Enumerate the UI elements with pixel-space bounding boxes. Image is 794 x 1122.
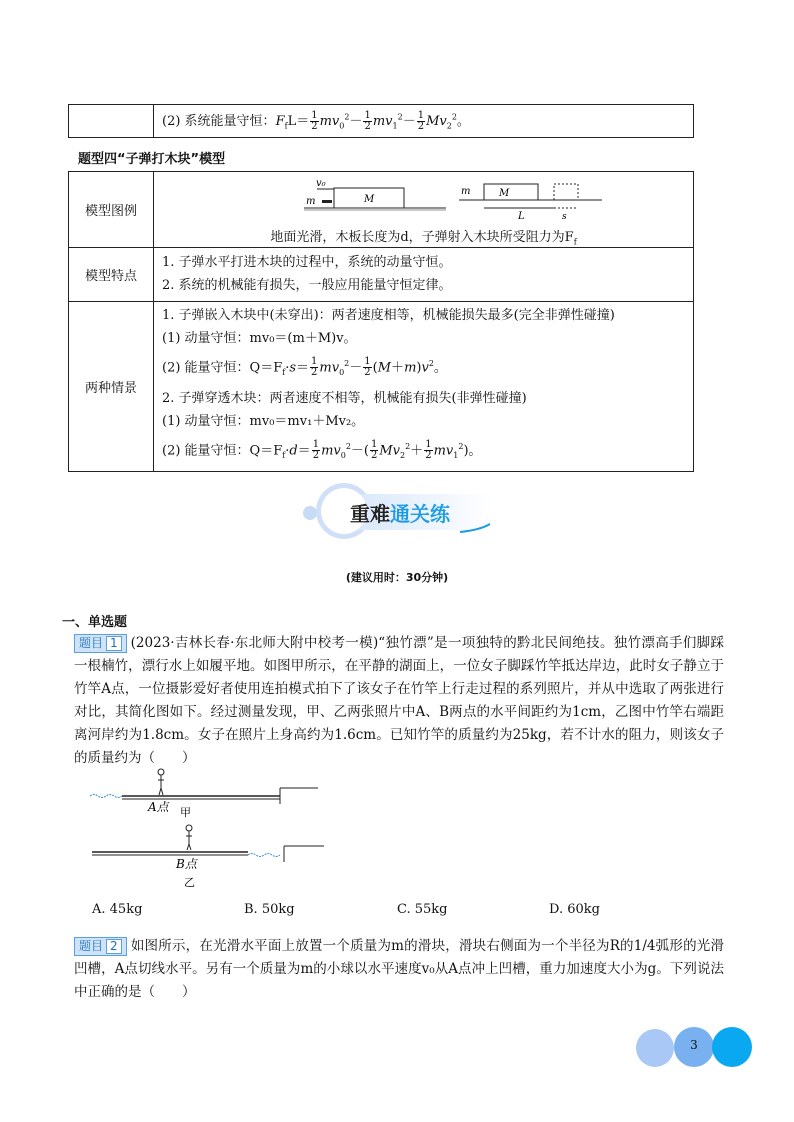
label-point-a: A点: [148, 800, 169, 814]
formula-op: －: [402, 114, 416, 129]
formula-term: mv: [319, 114, 340, 129]
case-line-energy-2: (2) 能量守恒：$Q=F_f\cdot d=$ $\frac{1}{2}$ $mv_0^2-$( $\frac{1}{2}$ $Mv_2^2+$ $\frac{1}{2}$ $mv_1^2$)。: [162, 438, 482, 461]
fraction-half: $\frac{1}{2}$: [417, 110, 425, 132]
option-b[interactable]: B. 50kg: [244, 902, 295, 917]
label-figure-yi: 乙: [184, 876, 195, 889]
formula-term: Mv: [426, 114, 447, 129]
bullet-block-diagram: [154, 174, 692, 224]
top-row-content: (2) 系统能量守恒：$F_fL=$ $\frac{1}{2}$ $mv_0^2-$ $\frac{1}{2}$ $mv_1^2-$ $\frac{1}{2}$ $Mv_2^2$。: [154, 105, 694, 138]
option-c[interactable]: C. 55kg: [397, 902, 448, 917]
top-row-label-cell: [69, 105, 154, 138]
question-tag: 题目 2: [74, 937, 127, 956]
row-label: 模型图例: [69, 172, 154, 248]
fraction-half: $\frac{1}{2}$: [311, 110, 318, 132]
label-figure-jia: 甲: [180, 806, 191, 819]
label-point-b: B点: [176, 857, 197, 871]
banner-title-blue: 通关练: [390, 502, 450, 526]
suggested-time: (建议用时：30分钟): [345, 571, 449, 584]
row-label: 模型特点: [69, 247, 154, 301]
feature-line: 2. 系统的机械能有损失，一般应用能量守恒定律。: [162, 278, 452, 294]
formula-sub: f: [284, 121, 288, 131]
option-a[interactable]: A. 45kg: [92, 902, 143, 917]
formula-term: mv: [372, 114, 393, 129]
label-v0: v₀: [316, 178, 326, 189]
banner-title: [350, 498, 450, 527]
case-line: (1) 动量守恒：mv₀＝mv₁＋Mv₂。: [162, 413, 365, 429]
label-s: s: [562, 212, 567, 222]
formula-mid: L＝: [287, 114, 310, 129]
two-cases-cell: [154, 301, 694, 472]
formula-lhs: F: [275, 114, 285, 129]
question-1: [74, 632, 724, 770]
label-L: L: [518, 211, 525, 222]
formula-end: 。: [456, 114, 470, 129]
model-diagram-cell: m v₀ M m M L s 地面光滑，木板长度为d，子弹射入木块所受阻力为$F_f$: [154, 172, 694, 248]
case-line: 1. 子弹嵌入木块中(未穿出)：两者速度相等，机械能损失最多(完全非弹性碰撞): [162, 307, 615, 323]
question-2: [74, 935, 724, 1004]
model-features-cell: [154, 247, 694, 301]
feature-line: 1. 子弹水平打进木块的过程中，系统的动量守恒。: [162, 255, 452, 271]
page-number-badge: [636, 1027, 756, 1067]
diagram-caption: 地面光滑，木板长度为d，子弹射入木块所受阻力为F: [270, 230, 574, 245]
label-m: m: [306, 196, 316, 207]
banner-title-dark: 重难: [350, 502, 390, 526]
row-label: 两种情景: [69, 301, 154, 472]
label-M-right: M: [499, 188, 510, 199]
top-row-text: (2) 系统能量守恒：: [162, 114, 276, 129]
question-2-text: 如图所示，在光滑水平面上放置一个质量为m的滑块，滑块右侧面为一个半径为R的1/4弧形的光滑凹槽，A点切线水平。另有一个质量为m的小球以水平速度v₀从A点冲上凹槽，重力加速度大小为g。下列说法中正确的是（ ）: [74, 938, 724, 1000]
q1-figure: [88, 764, 328, 892]
section-banner: [300, 480, 495, 542]
label-m-right: m: [461, 186, 471, 197]
section-one-heading: 一、单选题: [62, 615, 128, 630]
case-line-energy-1: (2) 能量守恒：$Q=F_f\cdot s=$ $\frac{1}{2}$ $mv_0^2-$ $\frac{1}{2}$ $(M+m)v^2$。: [162, 355, 447, 378]
model-table: [68, 171, 694, 472]
label-M: M: [364, 194, 375, 205]
page-number: 3: [690, 1038, 698, 1052]
option-d[interactable]: D. 60kg: [549, 902, 600, 917]
case-line: 2. 子弹穿透木块：两者速度不相等，机械能有损失(非弹性碰撞): [162, 390, 527, 406]
case-line: (1) 动量守恒：mv₀＝(m＋M)v。: [162, 330, 357, 346]
question-tag: 题目 1: [74, 634, 127, 653]
top-table-row: [68, 104, 694, 138]
section-heading: 题型四“子弹打木块”模型: [78, 152, 226, 167]
fraction-half: $\frac{1}{2}$: [364, 110, 371, 132]
question-1-text: (2023·吉林长春·东北师大附中校考一模)“独竹漂”是一项独特的黔北民间绝技。独竹漂高手们脚踩一根楠竹，漂行水上如履平地。如图甲所示，在平静的湖面上，一位女子脚踩竹竿抵达岸边，此时女子静立于竹竿A点，一位摄影爱好者使用连拍模式拍下了该女子在竹竿上行走过程的系列照片，并从中选取了两张进行对比，其简化图如下。经过测量发现，甲、乙两张照片中A、B两点的水平间距约为1cm，乙图中竹竿右端距离河岸约为1.8cm。女子在照片上身高约为1.6cm。已知竹竿的质量约为25kg，若不计水的阻力，则该女子的质量约为（ ）: [74, 635, 724, 766]
formula-op: －: [349, 114, 363, 129]
